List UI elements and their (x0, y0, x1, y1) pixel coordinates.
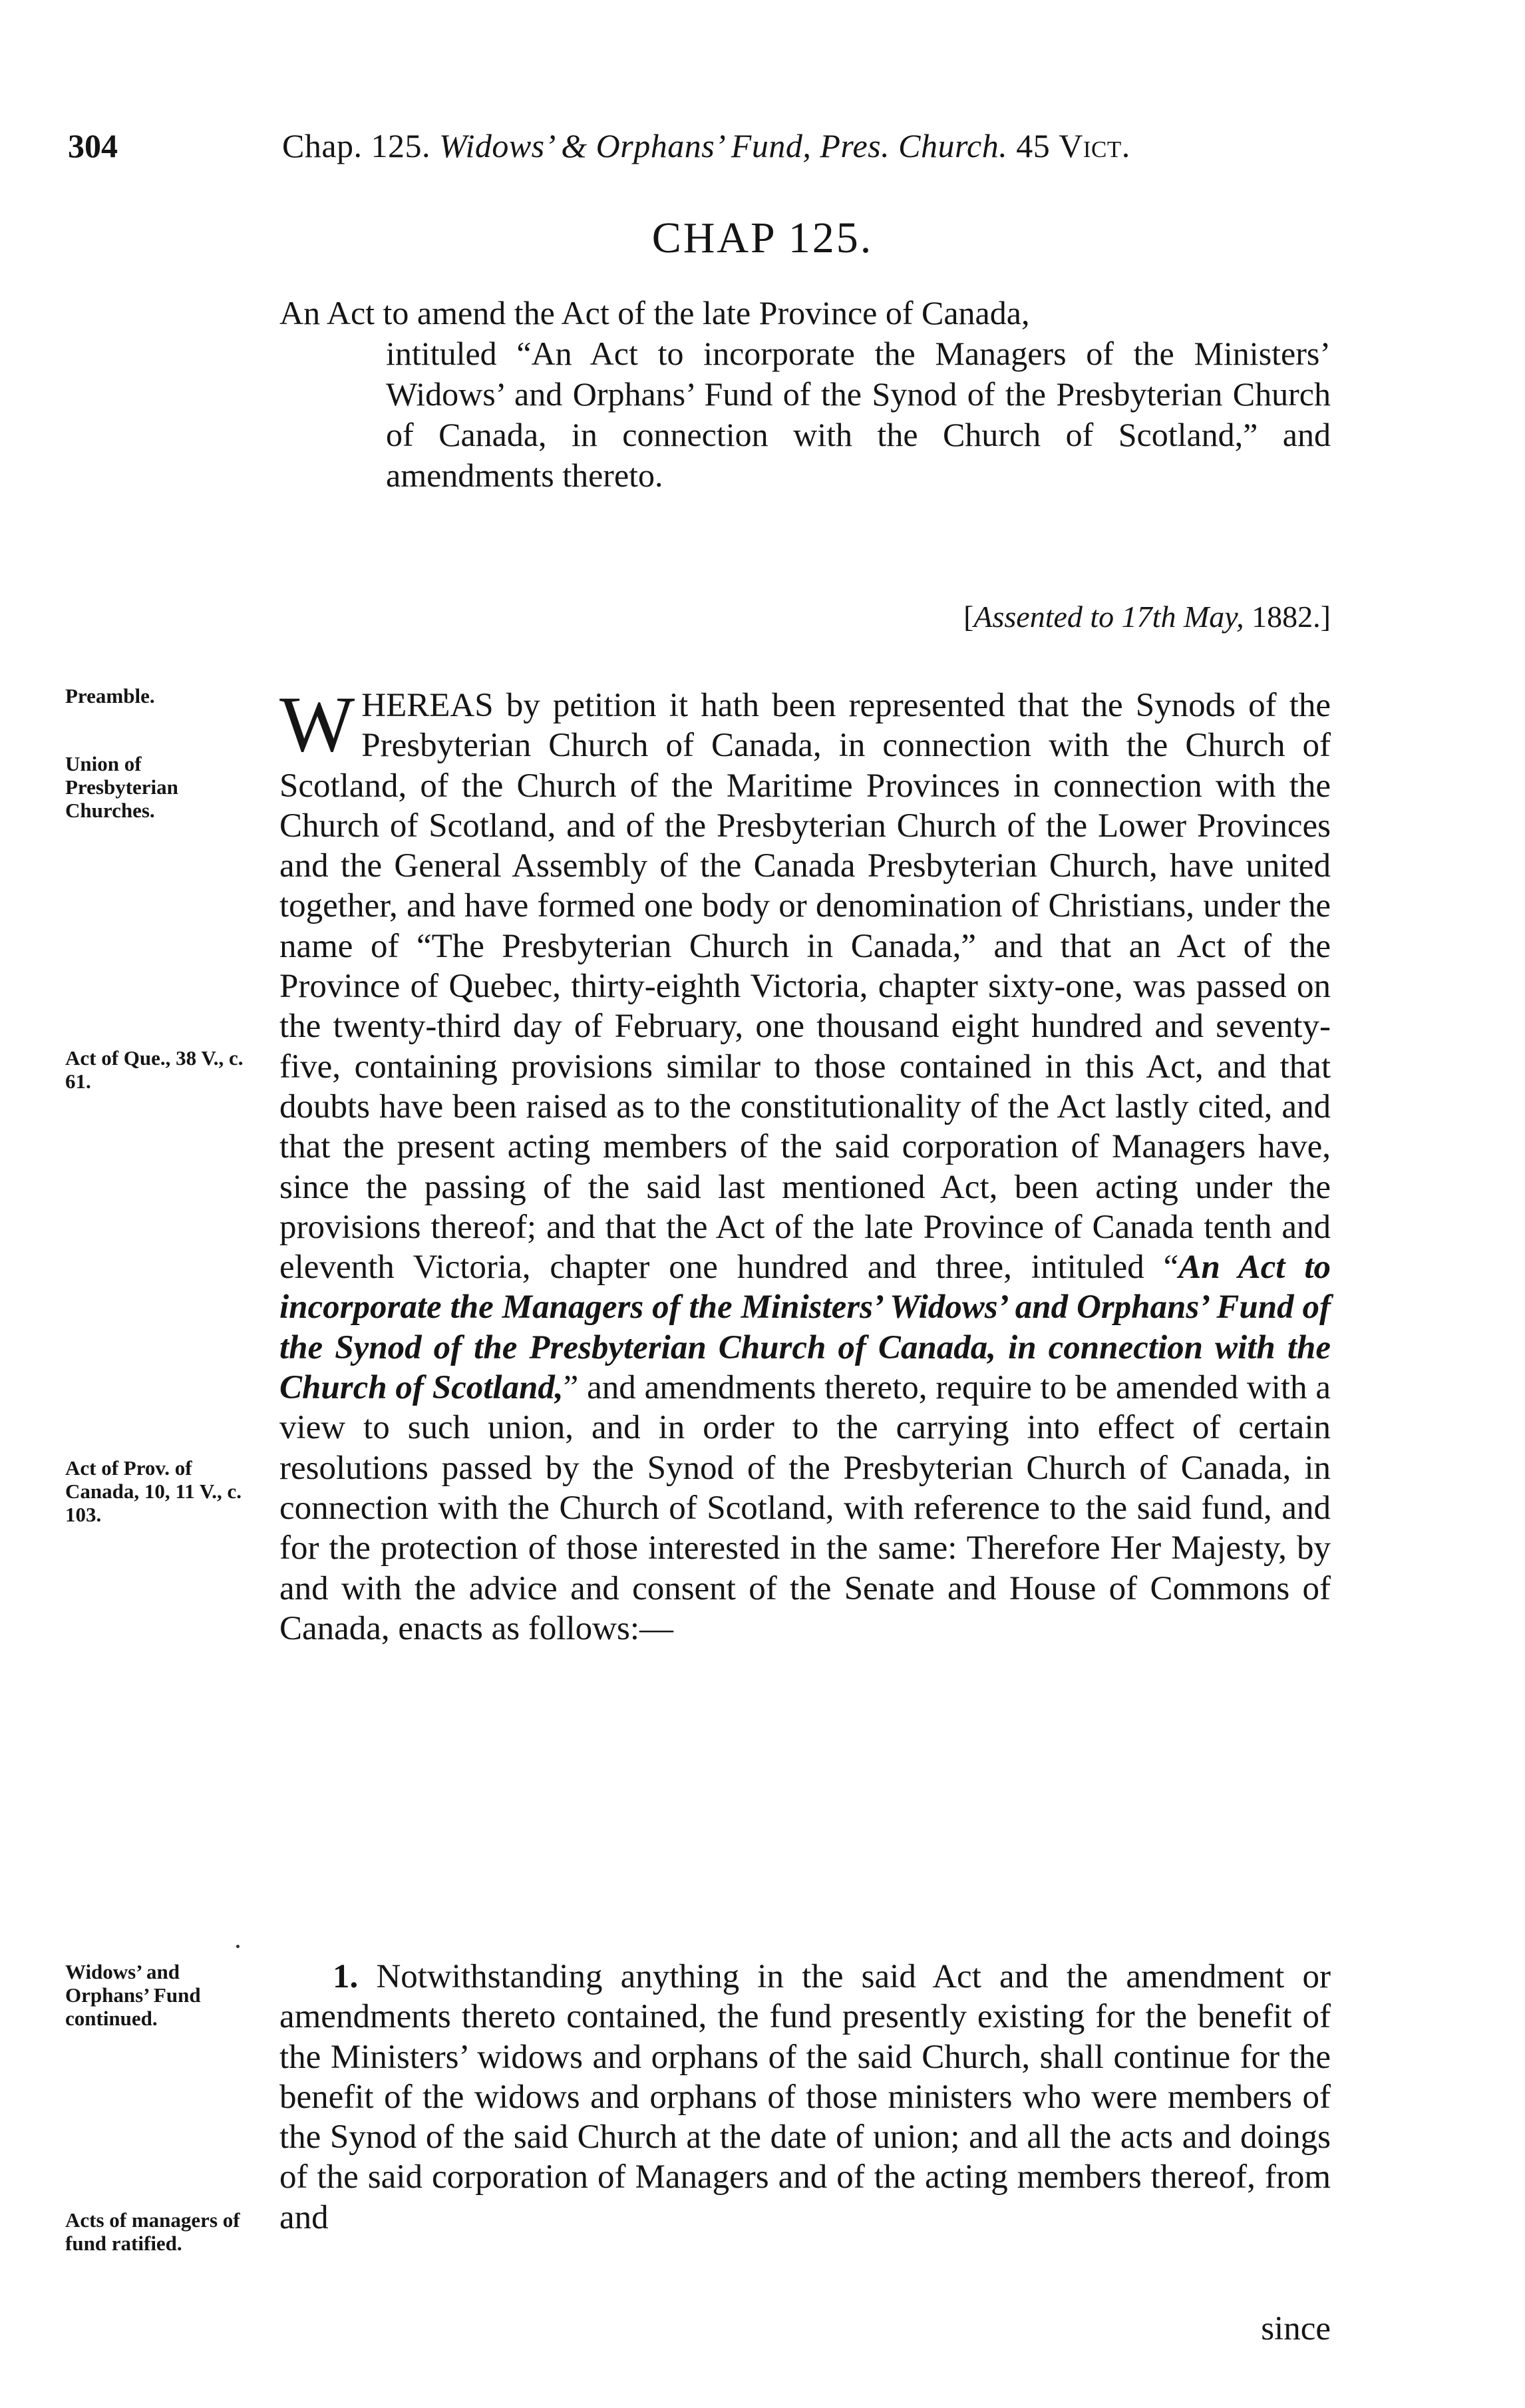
drop-cap: W (279, 680, 355, 768)
section-1-text: Notwithstanding anything in the said Act and the amendment or amendments thereto contained, the fund presently existing for the benefit of the Ministers’ widows and orphans of the said Church, shall continue for the benefit of the widows and orphans of those ministers who were members of the Synod of the said Church at the date of union; and all the acts and doings of the said corporation of Managers and of the acting members thereof, from and (279, 1958, 1331, 2236)
running-header (68, 126, 1333, 173)
assent-text: Assented to 17th May, (973, 600, 1244, 634)
long-title-first-line: An Act to amend the Act of the late Province of Canada, (279, 294, 1030, 331)
section-divider-dot (236, 1945, 240, 1948)
running-title (282, 126, 1130, 165)
margin-note-act-quebec: Act of Que., 38 V., c. 61. (65, 1046, 244, 1093)
margin-note-act-province: Act of Prov. of Canada, 10, 11 V., c. 103. (65, 1456, 242, 1526)
section-1-paragraph (279, 1957, 1331, 2238)
margin-note-union: Union of Presbyterian Churches. (65, 752, 178, 822)
preamble-cited-act-title: An Act to incorporate the Managers of the Ministers’ Widows’ and Orphans’ Fund of the Synod of the Presbyterian Church of Canada, in connection with the Church of Scotland, (279, 1249, 1331, 1407)
margin-note-acts-ratified: Acts of managers of fund ratified. (65, 2208, 240, 2255)
section-indent (279, 1958, 333, 1995)
margin-note-widows-fund: Widows’ and Orphans’ Fund continued. (65, 1960, 201, 2030)
assent-year: 1882.] (1244, 600, 1331, 634)
catchword: since (1261, 2310, 1331, 2347)
long-title-rest: intituled “An Act to incorporate the Managers of the Ministers’ Widows’ and Orphans’ Fund of the Synod of the Presbyterian Church of Canada, in connection with the Church of Scotland,” and amendments thereto. (386, 335, 1331, 494)
regnal-name: Vict. (1059, 127, 1130, 164)
assent-date (963, 599, 1331, 634)
preamble-text-2: ” and amendments thereto, require to be amended with a view to such union, and in order to the carrying into effect of certain resolutions passed by the Synod of the Presbyterian Church of Canada, in connection with the Church of Scotland, with reference to the said fund, and for the protection of those interested in the same: Therefore Her Majesty, by and with the advice and consent of the Senate and House of Commons of Canada, enacts as follows:— (279, 1369, 1331, 1647)
long-title (279, 293, 1331, 496)
chapter-label: Chap. 125. (282, 127, 431, 164)
margin-note-preamble: Preamble. (65, 684, 155, 707)
section-number: 1. (333, 1958, 359, 1995)
regnal-year: 45 (1016, 127, 1051, 164)
running-title-text: Widows’ & Orphans’ Fund, Pres. Church. (439, 127, 1008, 164)
chapter-title: CHAP 125. (651, 214, 874, 262)
preamble-text-1: HEREAS by petition it hath been represented that the Synods of the Presbyterian Church of Canada, in connection with the Church of Scotland, of the Church of the Maritime Provinces in connection with the Church of Scotland, and of the Presbyterian Church of the Lower Provinces and the General Assembly of the Canada Presbyterian Church, have united together, and have formed one body or denomination of Christians, under the name of “The Presbyterian Church in Canada,” and that an Act of the Province of Quebec, thirty-eighth Victoria, chapter sixty-one, was passed on the twenty-third day of February, one thousand eight hundred and seventy-five, containing provisions similar to those contained in this Act, and that doubts have been raised as to the constitutionality of the Act lastly cited, and that the present acting members of the said corporation of Managers have, since the passing of the said last mentioned Act, been acting under the provisions thereof; and that the Act of the late Province of Canada tenth and eleventh Victoria, chapter one hundred and three, intituled “ (279, 687, 1331, 1287)
page-number: 304 (68, 127, 118, 164)
preamble-paragraph (279, 680, 1331, 1649)
assent-bracket: [ (963, 600, 974, 634)
